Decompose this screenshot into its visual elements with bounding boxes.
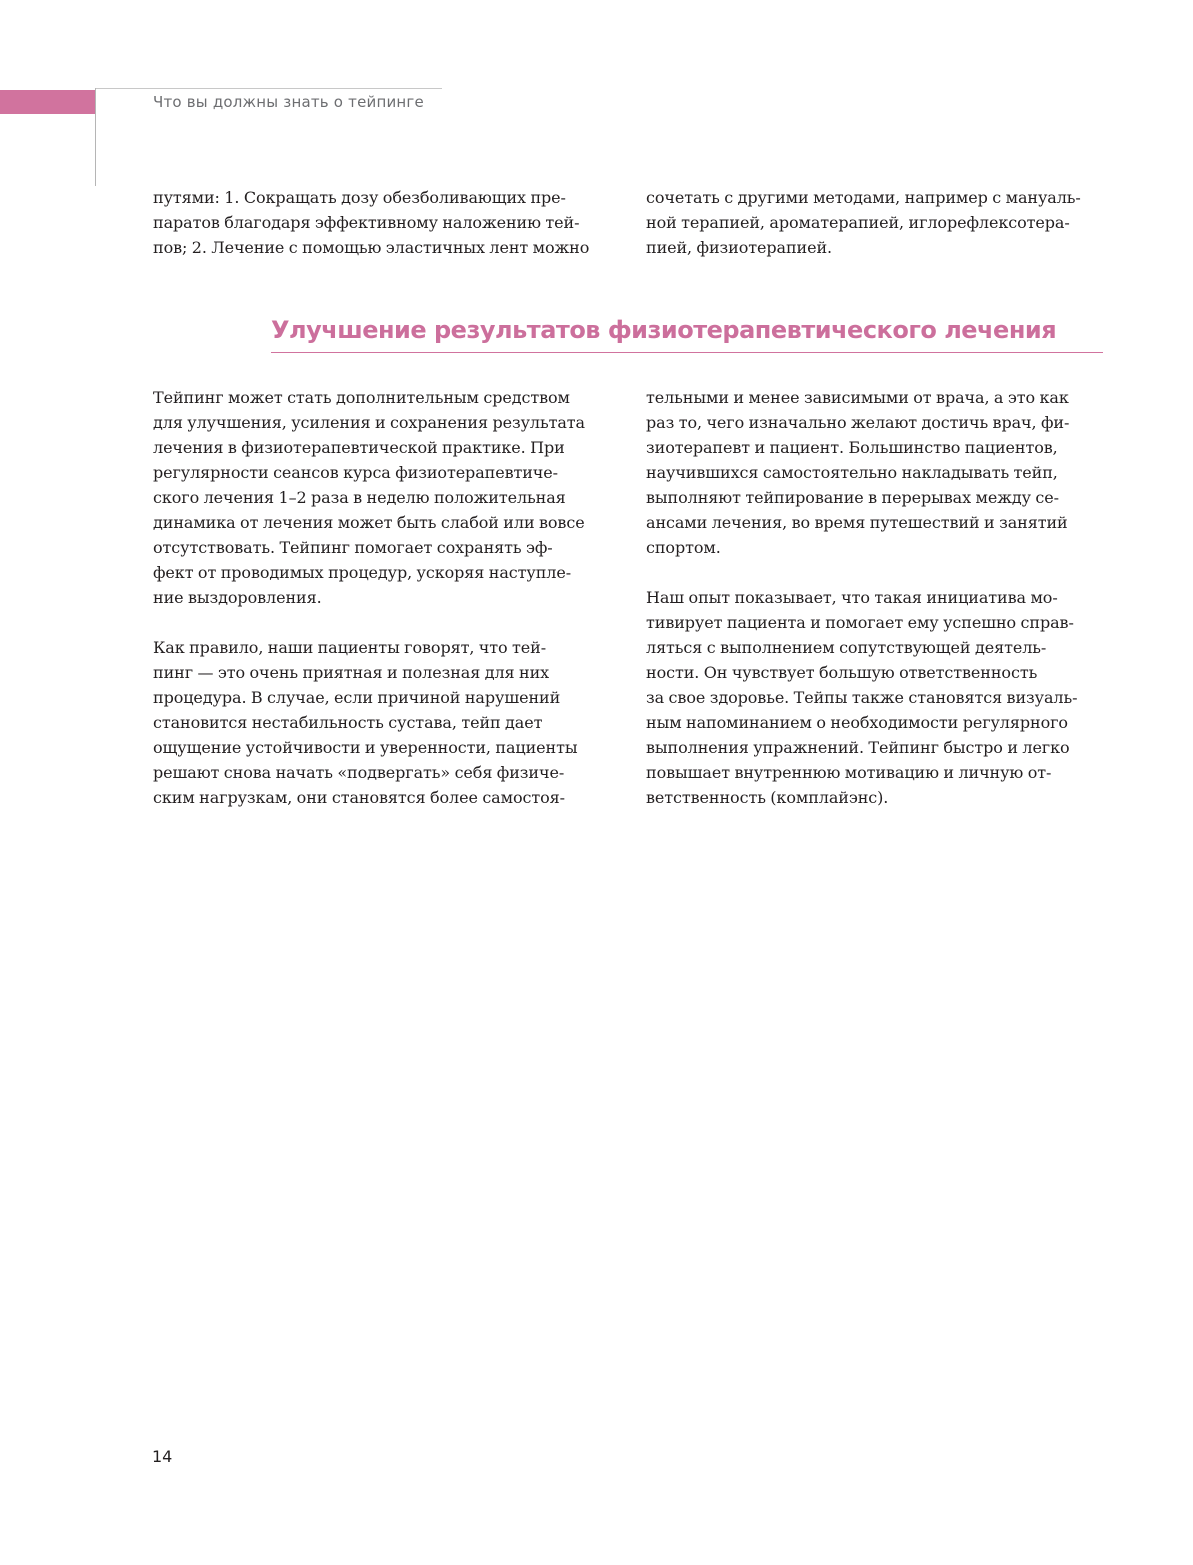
text-line: для улучшения, усиления и сохранения результата [153,413,585,432]
header-vertical-rule [95,88,96,186]
text-line: становится нестабильность сустава, тейп дает [153,713,543,732]
text-line: динамика от лечения может быть слабой или вовсе [153,513,585,532]
text-line: раз то, чего изначально желают достичь врач, фи- [646,413,1070,432]
text-line: паратов благодаря эффективному наложению тей- [153,213,580,232]
text-line: отсутствовать. Тейпинг помогает сохранять эф- [153,538,553,557]
paragraph-gap [153,610,615,635]
text-line: фект от проводимых процедур, ускоряя наступле- [153,563,572,582]
text-line: ветственность (комплайэнс). [646,788,889,807]
text-line: ским нагрузкам, они становятся более самостоя- [153,788,565,807]
paragraph-gap [646,560,1108,585]
text-line: ляться с выполнением сопутствующей деятель- [646,638,1047,657]
text-line: регулярности сеансов курса физиотерапевтиче- [153,463,558,482]
text-line: ным напоминанием о необходимости регулярного [646,713,1068,732]
text-line: сочетать с другими методами, например с мануаль- [646,188,1081,207]
text-line: Как правило, наши пациенты говорят, что тей- [153,638,547,657]
text-line: за свое здоровье. Тейпы также становятся визуаль- [646,688,1078,707]
text-line: пинг — это очень приятная и полезная для них [153,663,550,682]
section-left-column [153,385,615,810]
text-line: тельными и менее зависимыми от врача, а это как [646,388,1069,407]
text-line: повышает внутреннюю мотивацию и личную от- [646,763,1052,782]
text-line: ние выздоровления. [153,588,322,607]
text-line: пией, физиотерапией. [646,238,832,257]
text-line: выполнения упражнений. Тейпинг быстро и легко [646,738,1070,757]
text-line: выполняют тейпирование в перерывах между се- [646,488,1059,507]
section-heading: Улучшение результатов физиотерапевтического лечения [271,312,1103,353]
header-rule [96,88,442,89]
text-line: зиотерапевт и пациент. Большинство пациентов, [646,438,1058,457]
header-accent-block [0,90,96,114]
text-line: ности. Он чувствует большую ответственность [646,663,1038,682]
text-line: пов; 2. Лечение с помощью эластичных лент можно [153,238,590,257]
text-line: тивирует пациента и помогает ему успешно справ- [646,613,1074,632]
page-number: 14 [152,1447,173,1466]
section-right-column [646,385,1108,810]
intro-right-column [646,185,1108,260]
text-line: лечения в физиотерапевтической практике. При [153,438,565,457]
intro-left-column [153,185,615,260]
text-line: ощущение устойчивости и уверенности, пациенты [153,738,578,757]
text-line: процедура. В случае, если причиной нарушений [153,688,561,707]
text-line: Наш опыт показывает, что такая инициатива мо- [646,588,1058,607]
text-line: путями: 1. Сокращать дозу обезболивающих пре- [153,188,566,207]
text-line: решают снова начать «подвергать» себя физиче- [153,763,565,782]
running-head: Что вы должны знать о тейпинге [153,93,424,111]
text-line: ансами лечения, во время путешествий и занятий [646,513,1068,532]
text-line: спортом. [646,538,721,557]
text-line: Тейпинг может стать дополнительным средством [153,388,570,407]
text-line: ной терапией, ароматерапией, иглорефлексотера- [646,213,1070,232]
text-line: ского лечения 1–2 раза в неделю положительная [153,488,566,507]
text-line: научившихся самостоятельно накладывать тейп, [646,463,1058,482]
